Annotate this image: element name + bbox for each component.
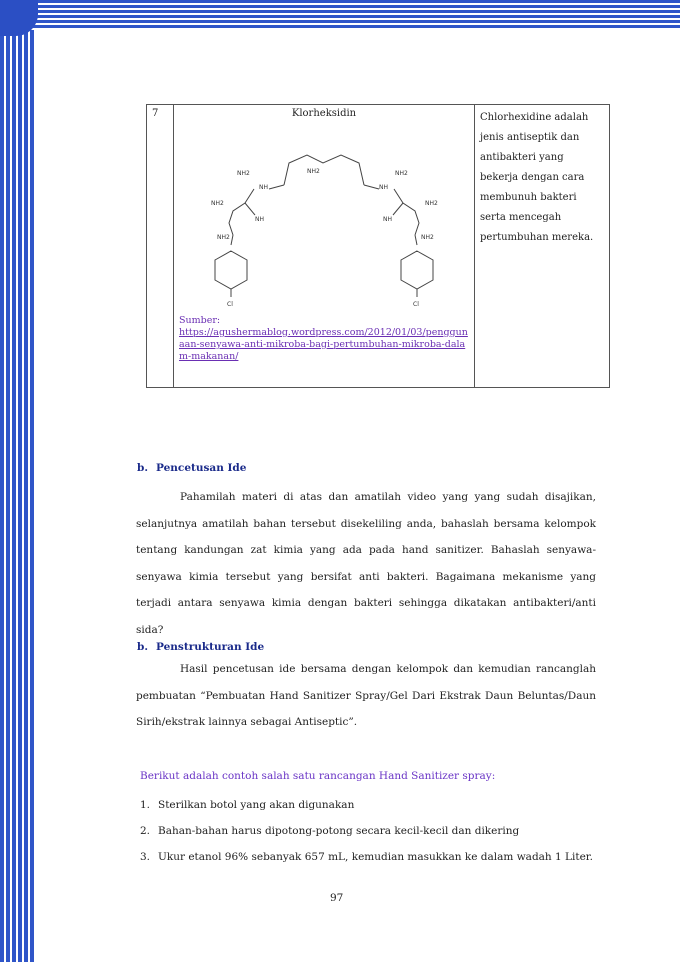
compound-table xyxy=(146,104,610,388)
label-nh2-center: NH2 xyxy=(307,168,320,175)
section-c-title: Penstrukturan Ide xyxy=(156,641,265,653)
label-nh-right: NH xyxy=(379,184,388,191)
source-link[interactable]: https://agushermablog.wordpress.com/2012/01/03/penggunaan-senyawa-anti-mikroba-bagi-pertumbuhan-mikroba-dalam-makanan/ xyxy=(179,326,468,362)
steps-list xyxy=(140,792,593,870)
label-nh2-far-right: NH2 xyxy=(425,200,438,207)
step-text: Ukur etanol 96% sebanyak 657 mL, kemudian masukkan ke dalam wadah 1 Liter. xyxy=(158,851,594,863)
source-citation xyxy=(179,315,469,363)
section-b-title: Pencetusan Ide xyxy=(156,462,247,474)
label-nh2-ring-left: NH2 xyxy=(217,234,230,241)
section-c-paragraph: Hasil pencetusan ide bersama dengan kelompok dan kemudian rancanglah pembuatan “Pembuatan Hand Sanitizer Spray/Gel Dari Ekstrak Daun Beluntas/Daun Sirih/ekstrak lainnya sebagai Antiseptic”. xyxy=(136,663,596,728)
step-number: 3. xyxy=(140,851,151,863)
row-number: 7 xyxy=(147,105,174,388)
source-label: Sumber: xyxy=(179,315,221,326)
step-number: 1. xyxy=(140,799,151,811)
example-intro: Berikut adalah contoh salah satu rancangan Hand Sanitizer spray: xyxy=(140,770,496,782)
label-nh2-ring-right: NH2 xyxy=(421,234,434,241)
list-item xyxy=(140,818,593,844)
step-text: Bahan-bahan harus dipotong-potong secara kecil-kecil dan dikering xyxy=(158,825,520,837)
left-border-stripes xyxy=(0,0,34,962)
list-item xyxy=(140,844,593,870)
step-text: Sterilkan botol yang akan digunakan xyxy=(158,799,355,811)
page-number: 97 xyxy=(330,892,344,904)
label-nh-left: NH xyxy=(259,184,268,191)
top-border-stripes xyxy=(0,0,680,30)
section-b-heading xyxy=(137,462,246,474)
section-c-heading xyxy=(137,641,264,653)
label-nh2-left: NH2 xyxy=(237,170,250,177)
label-nh-low-right: NH xyxy=(383,216,392,223)
list-item xyxy=(140,792,593,818)
label-nh2-far-left: NH2 xyxy=(211,200,224,207)
compound-name: Klorheksidin xyxy=(291,108,357,119)
step-number: 2. xyxy=(140,825,151,837)
description-cell: Chlorhexidine adalah jenis antiseptik dan antibakteri yang bekerja dengan cara membunuh bakteri serta mencegah pertumbuhan mereka. xyxy=(475,105,610,388)
section-b-label: b. xyxy=(137,462,148,474)
chlorhexidine-structure xyxy=(199,123,449,313)
label-nh-low-left: NH xyxy=(255,216,264,223)
label-cl-left: Cl xyxy=(227,301,233,308)
table-row xyxy=(147,105,610,388)
section-c-label: b. xyxy=(137,641,148,653)
section-b-paragraph: Pahamilah materi di atas dan amatilah video yang yang sudah disajikan, selanjutnya amatilah bahan tersebut disekeliling anda, bahaslah bersama kelompok tentang kandungan zat kimia yang ada pada hand sanitizer. Bahaslah senyawa-senyawa kimia tersebut yang bersifat anti bakteri. Bagaimana mekanisme yang terjadi antara senyawa kimia dengan bakteri sehingga dikatakan antibakteri/anti sida? xyxy=(136,491,596,636)
label-cl-right: Cl xyxy=(413,301,419,308)
compound-cell xyxy=(174,105,475,388)
label-nh2-right: NH2 xyxy=(395,170,408,177)
